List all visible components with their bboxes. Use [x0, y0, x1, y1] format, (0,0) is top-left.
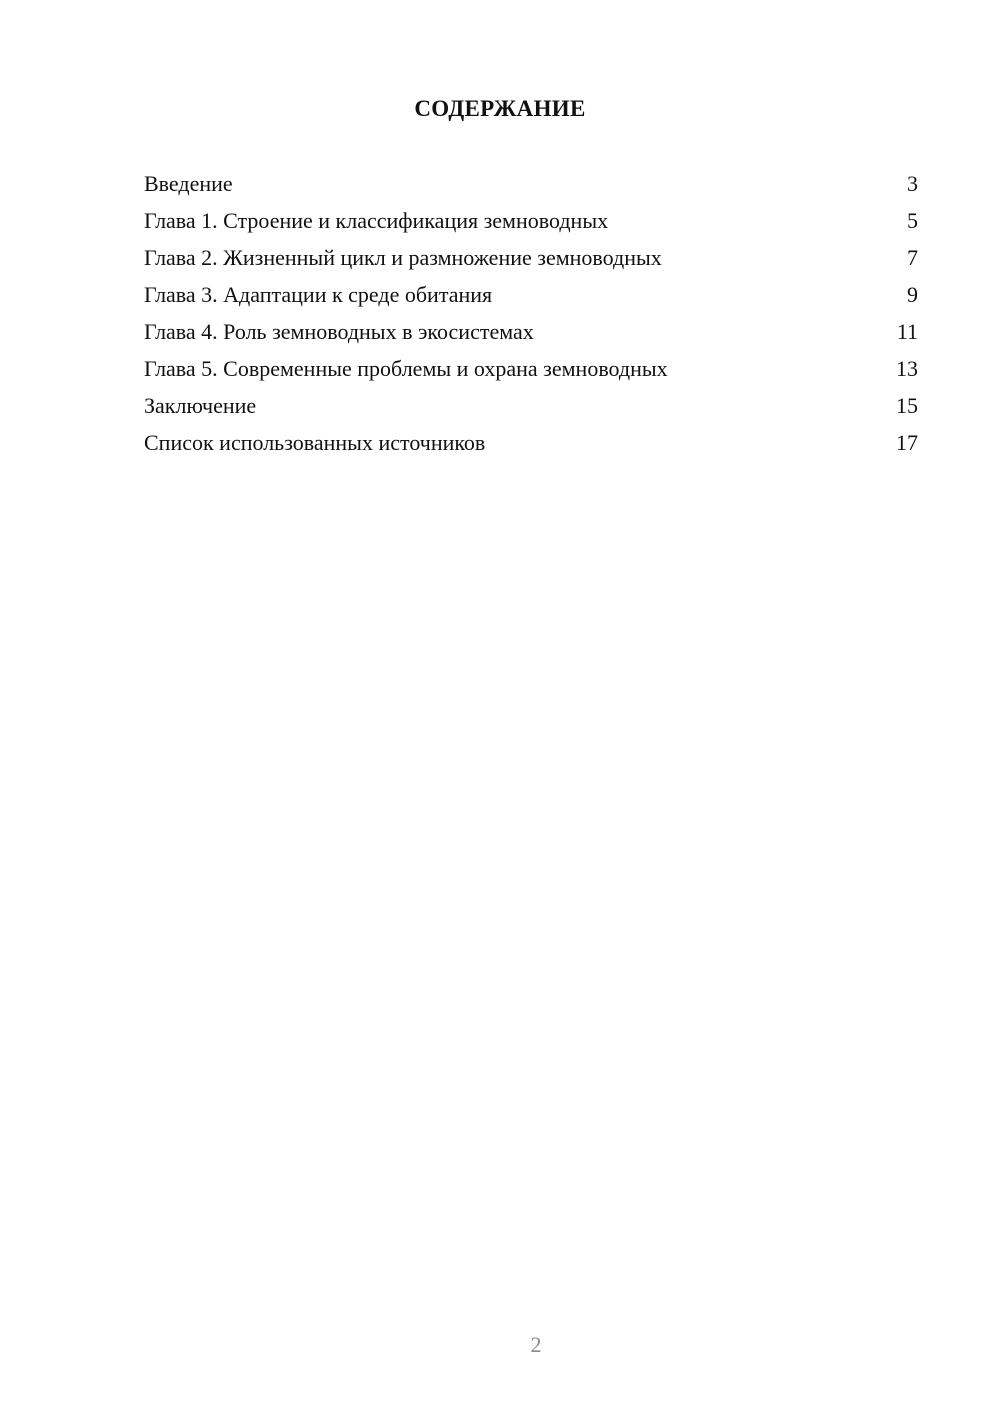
toc-entry-label: Глава 5. Современные проблемы и охрана земноводных: [144, 356, 668, 381]
table-of-contents: [144, 169, 918, 465]
toc-row[interactable]: [144, 317, 918, 354]
toc-entry-page: 7: [907, 245, 918, 270]
toc-entry-label: Глава 1. Строение и классификация земноводных: [144, 208, 609, 233]
toc-entry-label: Глава 4. Роль земноводных в экосистемах: [144, 319, 534, 344]
toc-row[interactable]: [144, 428, 918, 465]
toc-entry-label: Введение: [144, 171, 233, 196]
toc-entry-page: 5: [907, 208, 918, 233]
toc-entry-page: 3: [907, 171, 918, 196]
toc-entry-label: Заключение: [144, 393, 257, 418]
toc-entry-label: Список использованных источников: [144, 430, 486, 455]
toc-entry-page: 11: [896, 319, 918, 344]
toc-row[interactable]: [144, 391, 918, 428]
toc-title: СОДЕРЖАНИЕ: [414, 96, 586, 121]
page-number: 2: [530, 1332, 542, 1357]
toc-entry-label: Глава 3. Адаптации к среде обитания: [144, 282, 493, 307]
toc-entry-page: 17: [896, 430, 918, 455]
toc-row[interactable]: [144, 169, 918, 206]
toc-row[interactable]: [144, 280, 918, 317]
toc-entry-page: 9: [907, 282, 918, 307]
toc-entry-label: Глава 2. Жизненный цикл и размножение земноводных: [144, 245, 662, 270]
toc-entry-page: 15: [896, 393, 918, 418]
toc-entry-page: 13: [896, 356, 918, 381]
toc-row[interactable]: [144, 354, 918, 391]
toc-row[interactable]: [144, 206, 918, 243]
toc-row[interactable]: [144, 243, 918, 280]
